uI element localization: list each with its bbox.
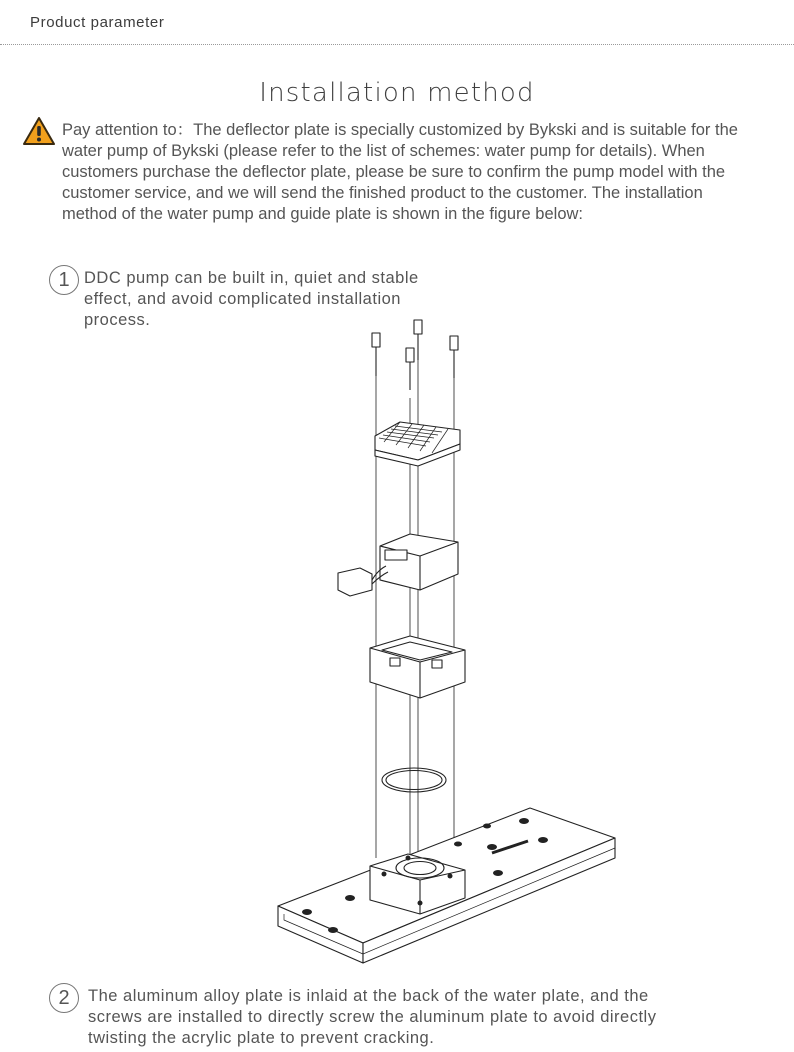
pump-housing bbox=[370, 636, 465, 698]
step-2-text: The aluminum alloy plate is inlaid at the back of the water plate, and the screws are installed to directly screw the aluminum plate to avoid directly twisting the acrylic plate to prevent cracking. bbox=[88, 987, 657, 1047]
screws bbox=[372, 320, 458, 390]
o-ring bbox=[382, 768, 446, 792]
step-1-text: DDC pump can be built in, quiet and stable effect, and avoid complicated installation process. bbox=[84, 269, 419, 329]
pump-exploded-diagram bbox=[260, 318, 640, 968]
step-2-number: 2 bbox=[49, 983, 79, 1013]
header-label: Product parameter bbox=[30, 14, 165, 31]
header-divider bbox=[0, 44, 794, 45]
page-title: Installation method bbox=[259, 78, 535, 108]
warning-icon bbox=[22, 116, 56, 146]
ddc-pump bbox=[338, 534, 458, 596]
step-1-number: 1 bbox=[49, 265, 79, 295]
notice-text: Pay attention to：The deflector plate is specially customized by Bykski and is suitable for the water pump of Bykski (please refer to the list of schemes: water pump for details). When customers purchase the deflector plate, please be sure to confirm the pump model with the customer service, and we will send the finished product to the customer. The installation method of the water pump and guide plate is shown in the figure below: bbox=[62, 121, 738, 223]
pump-cover bbox=[375, 422, 460, 466]
